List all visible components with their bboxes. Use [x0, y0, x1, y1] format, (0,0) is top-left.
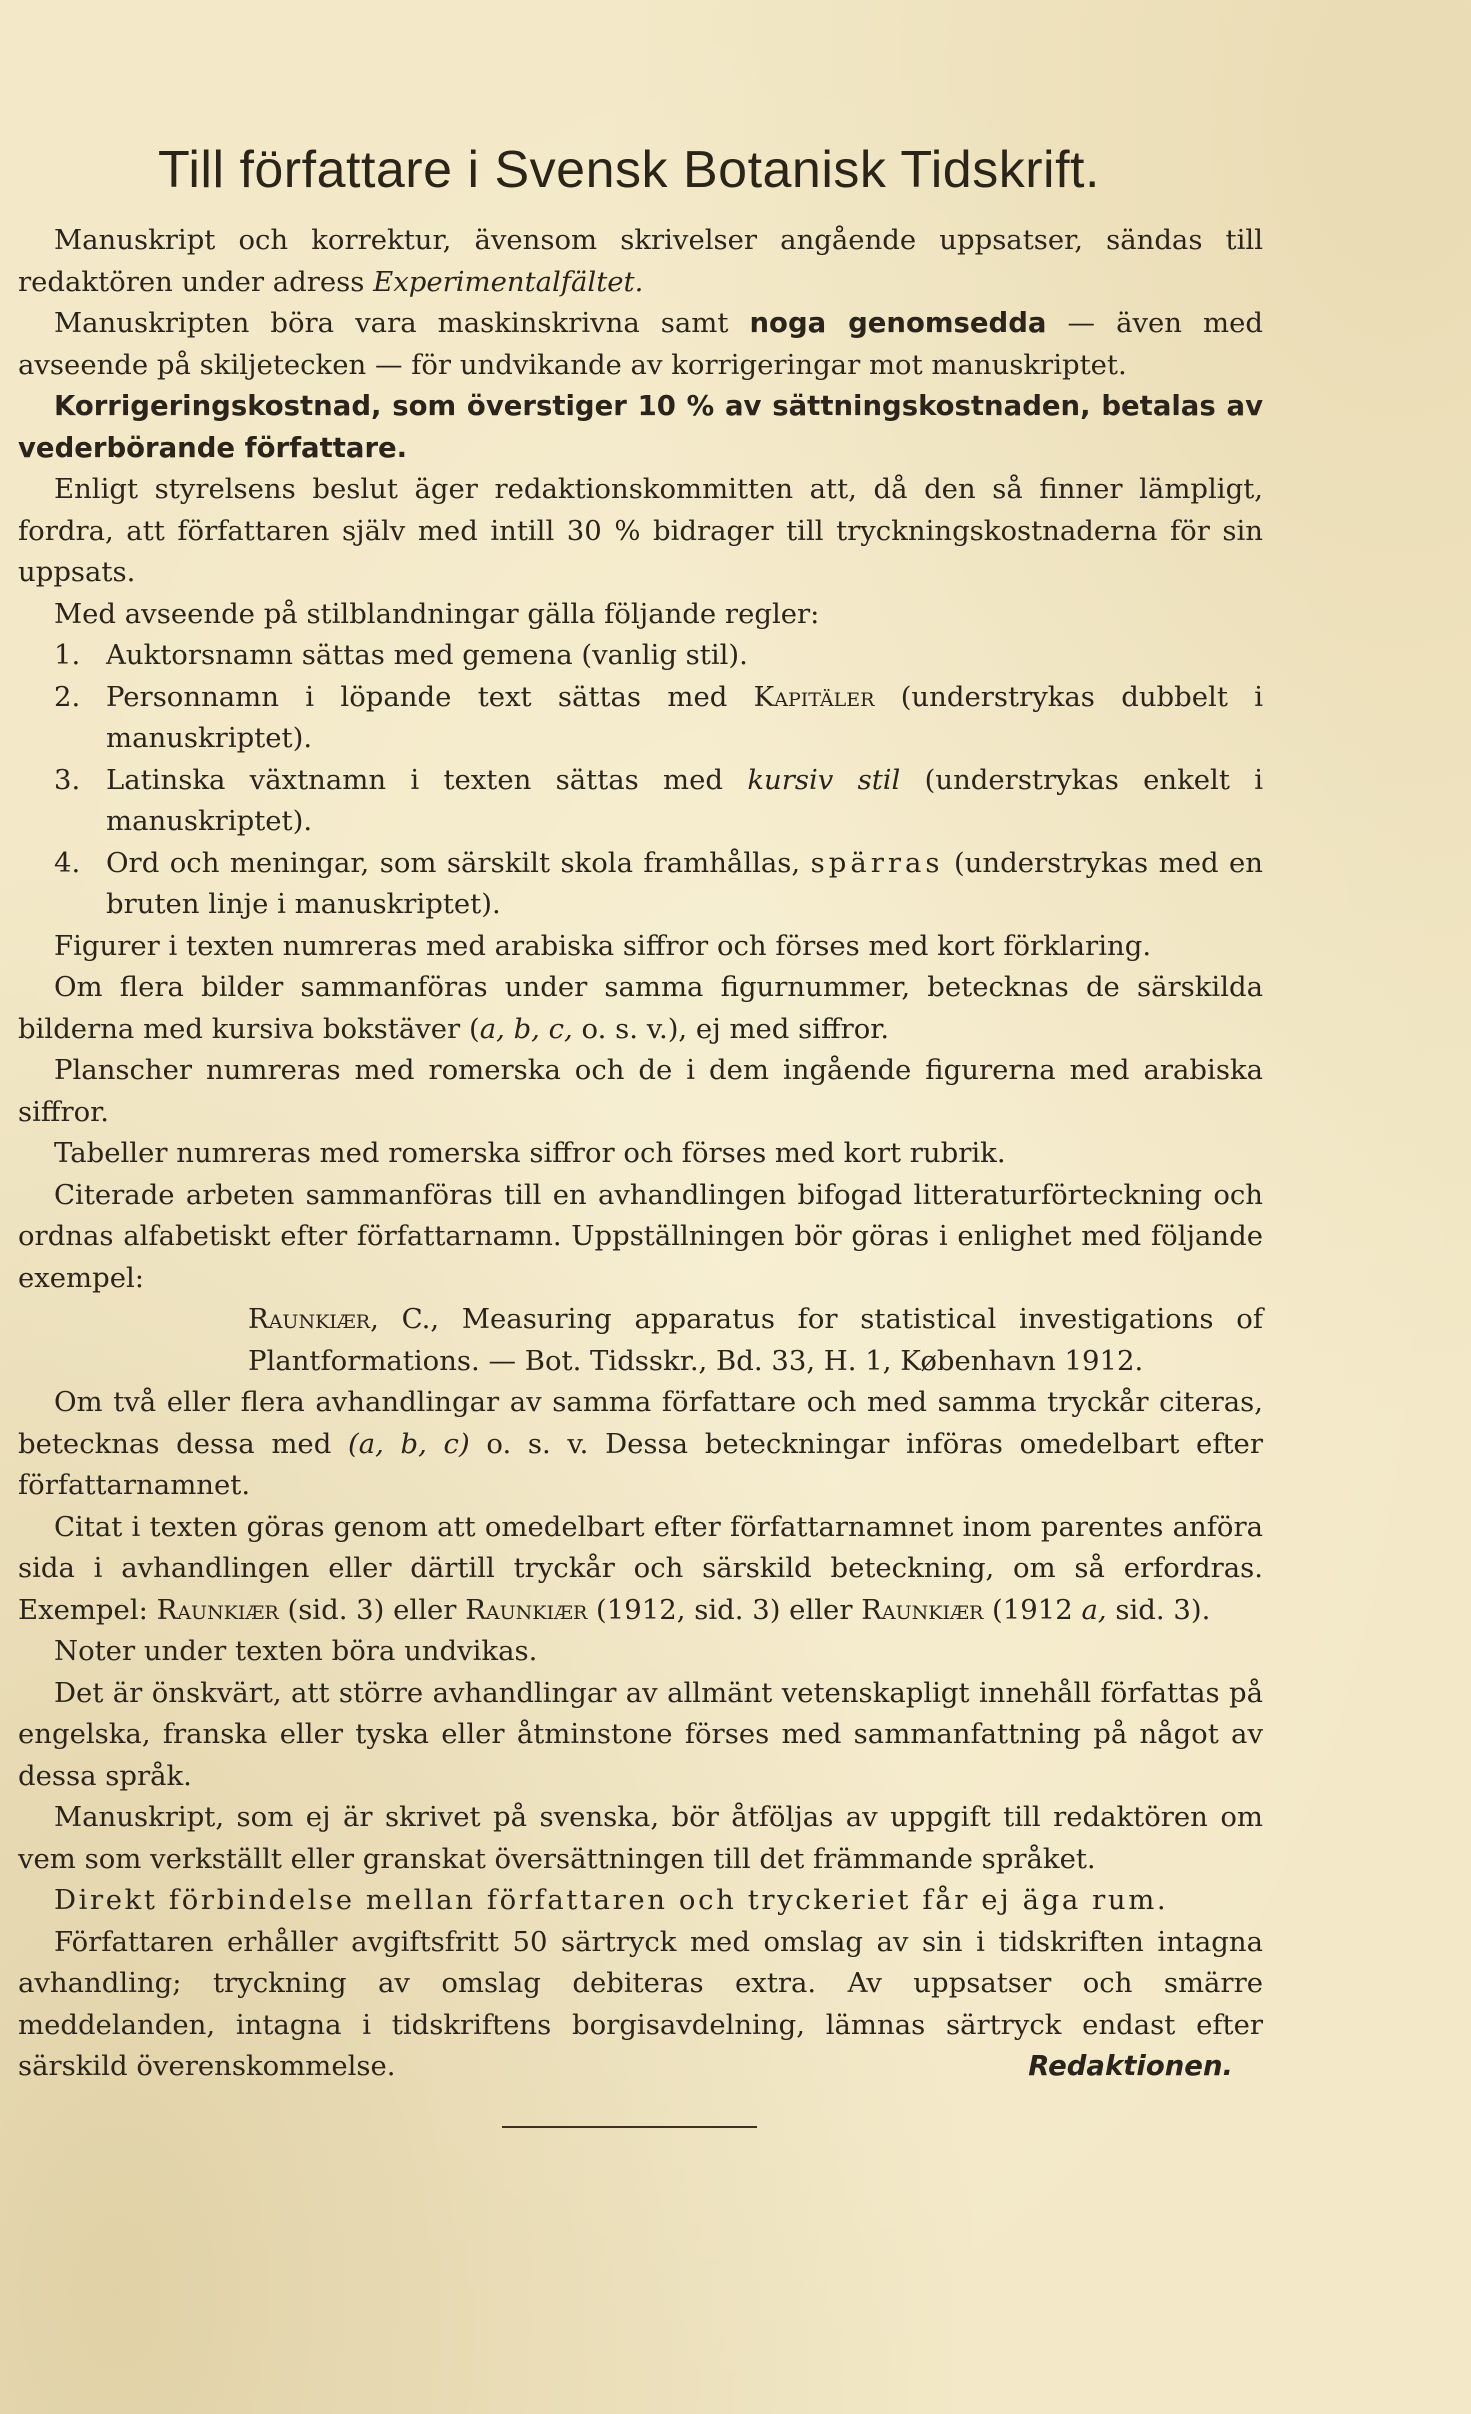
rule-text: [106, 677, 1263, 760]
p7-b: o. s. v.), ej med siffror.: [572, 1012, 890, 1045]
r4-b: (understrykas med en bruten linje i manuskriptet).: [106, 846, 1264, 920]
p11-a: Om två eller flera avhandlingar av samma författare och med samma tryckår citeras, betecknas dessa med: [18, 1386, 1263, 1460]
p12-e: sid. 3).: [1106, 1593, 1211, 1626]
p12-sc2: Raunkiær: [465, 1593, 588, 1626]
p11-italic: (a, b, c): [347, 1427, 470, 1460]
r3-italic: kursiv stil: [747, 763, 901, 796]
paragraph-printing-cost: Enligt styrelsens beslut äger redaktionskommitten att, då den så finner lämpligt, fordra, att författaren själv med intill 30 % bidrager till tryckningskostnaderna för sin uppsats.: [18, 473, 1263, 588]
signature: Redaktionen.: [1028, 2050, 1233, 2082]
p12-a: Citat i texten göras genom att omedelbart efter författarnamnet inom parentes anföra sida i avhandlingen eller därtill tryckår och särskild beteckning, om så erfordras. Exempel:: [18, 1510, 1263, 1626]
page-title: Till författare i Svensk Botanisk Tidskrift.: [158, 141, 1100, 199]
rule-item: [18, 843, 1263, 926]
r2-a: Personnamn i löpande text sättas med: [106, 680, 754, 713]
p2-bold: noga genomsedda: [749, 307, 1047, 339]
example-author: Raunkiær: [248, 1303, 371, 1335]
rule-item: [18, 760, 1263, 843]
paragraph-offprints: [18, 1922, 1263, 2088]
r3-a: Latinska växtnamn i texten sättas med: [106, 763, 748, 796]
paragraph-figures: Figurer i texten numreras med arabiska siffror och förses med kort förklaring.: [54, 929, 1152, 962]
paragraph-notes: Noter under texten böra undvikas.: [54, 1635, 538, 1667]
r2-smallcaps: Kapitäler: [753, 680, 875, 713]
paragraph-languages: Det är önskvärt, att större avhandlingar av allmänt vetenskapligt innehåll författas på engelska, franska eller tyska eller åtminstone förses med sammanfattning på något av dessa språk.: [18, 1676, 1263, 1792]
paragraph-typing: [18, 303, 1263, 386]
r3-b: (understrykas enkelt i manuskriptet).: [106, 763, 1263, 837]
p12-italic: a,: [1081, 1593, 1107, 1626]
p1-text: Manuskript och korrektur, ävensom skrivelser angående uppsatser, sändas till redaktören under adress: [18, 224, 1263, 298]
p12-sc1: Raunkiær: [156, 1593, 279, 1626]
r2-b: (understrykas dubbelt i manuskriptet).: [106, 680, 1264, 754]
r4-a: Ord och meningar, som särskilt skola framhållas,: [106, 846, 811, 879]
p2-a: Manuskripten böra vara maskinskrivna samt: [54, 307, 750, 339]
rule-text: Auktorsnamn sättas med gemena (vanlig stil).: [106, 639, 748, 671]
rule-item: [18, 677, 1263, 760]
example-text: , C., Measuring apparatus for statistical investigations of Plantformations. — Bot. Tidsskr., Bd. 33, H. 1, København 1912.: [248, 1303, 1263, 1377]
rule-text: [106, 843, 1263, 926]
p7-italic: a, b, c,: [479, 1012, 573, 1045]
paragraph-plates: Planscher numreras med romerska och de i dem ingående figurerna med arabiska siffror.: [18, 1054, 1263, 1128]
p7-a: Om flera bilder sammanföras under samma figurnummer, betecknas de särskilda bilderna med kursiva bokstäver (: [18, 971, 1263, 1045]
rule-number: 3.: [54, 763, 81, 796]
p12-d: (1912: [983, 1593, 1082, 1626]
p17-text: Författaren erhåller avgiftsfritt 50 särtryck med omslag av sin i tidskriften intagna avhandling; tryckning av omslag debiteras extra. Av uppsatser och smärre meddelanden, intagna i tidskriftens borgisavdelning, lämnas särtryck endast efter särskild överenskommelse.: [18, 1925, 1263, 2082]
reference-example: [18, 1299, 1263, 1382]
rule-number: 4.: [54, 846, 81, 879]
p12-c: (1912, sid. 3) eller: [587, 1593, 862, 1626]
paragraph-manuscripts: [18, 220, 1263, 303]
paragraph-references: Citerade arbeten sammanföras till en avhandlingen bifogad litteraturförteckning och ordnas alfabetiskt efter författarnamn. Uppställningen bör göras i enlighet med följande exempel:: [18, 1178, 1263, 1294]
paragraph-figure-letters: [18, 967, 1263, 1050]
p12-b: (sid. 3) eller: [278, 1593, 466, 1626]
style-rules-list: [18, 635, 1263, 926]
paragraph-same-author: [18, 1382, 1263, 1507]
rule-number: 1.: [54, 639, 81, 671]
paragraph-correction-cost: Korrigeringskostnad, som överstiger 10 % av sättningskostnaden, betalas av vederbörande författare.: [18, 390, 1263, 464]
paragraph-citations: [18, 1507, 1263, 1632]
paragraph-tables: Tabeller numreras med romerska siffror och förses med kort rubrik.: [54, 1137, 1006, 1169]
paragraph-printer-contact: Direkt förbindelse mellan författaren och tryckeriet får ej äga rum.: [54, 1884, 1169, 1916]
paragraph-translation: Manuskript, som ej är skrivet på svenska, bör åtföljas av uppgift till redaktören om vem som verkställt eller granskat översättningen till det främmande språket.: [18, 1801, 1263, 1875]
paragraph-style-rules-intro: Med avseende på stilblandningar gälla följande regler:: [54, 597, 820, 630]
r4-spaced: spärras: [810, 846, 944, 879]
rule-number: 2.: [54, 680, 81, 713]
p2-b: — även med avseende på skiljetecken — för undvikande av korrigeringar mot manuskriptet.: [18, 307, 1263, 381]
p11-b: o. s. v. Dessa beteckningar införas omedelbart efter författarnamnet.: [18, 1427, 1263, 1501]
divider: [502, 2126, 757, 2128]
p12-sc3: Raunkiær: [861, 1593, 984, 1626]
editor-address: Experimentalfältet.: [373, 265, 644, 298]
notice-page: [18, 140, 1263, 2128]
rule-item: [18, 635, 1263, 677]
rule-text: [106, 760, 1263, 843]
